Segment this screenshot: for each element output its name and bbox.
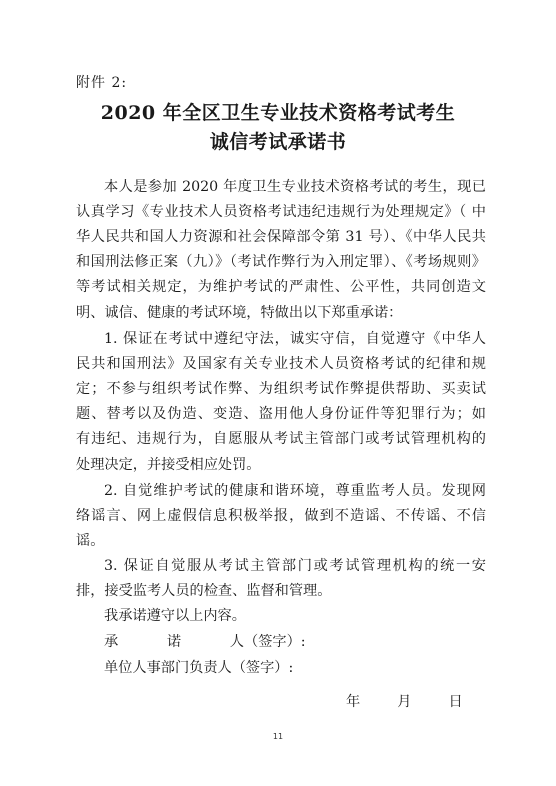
body-line: 3. 保证自觉服从考试主管部门或考试管理机构的统一安: [104, 558, 486, 574]
body-line: 排，接受监考人员的检查、监督和管理。: [76, 583, 332, 599]
body-line: 定；不参与组织考试作弊、为组织考试作弊提供帮助、买卖试: [76, 381, 486, 397]
body-line: 1. 保证在考试中遵纪守法，诚实守信，自觉遵守《中华人: [104, 331, 486, 347]
page-number: 11: [272, 732, 284, 741]
body-line: 2. 自觉维护考试的健康和谐环境，尊重监考人员。发现网: [104, 483, 486, 499]
body-line: 等考试相关规定，为维护考试的严肃性、公平性，共同创造文: [76, 279, 486, 295]
attachment-label: 附件 2:: [76, 75, 128, 91]
body-line: 题、替考以及伪造、变造、盗用他人身份证件等犯罪行为；如: [76, 406, 486, 422]
document-title-line-2: 诚信考试承诺书: [209, 131, 347, 153]
body-line: 华人民共和国人力资源和社会保障部令第 31 号）、《中华人民共: [76, 229, 486, 245]
document-title-line-1: 2020 年全区卫生专业技术资格考试考生: [100, 102, 456, 124]
body-line: 本人是参加 2020 年度卫生专业技术资格考试的考生，现已: [104, 179, 486, 195]
date-row: [346, 692, 463, 712]
promisor-signature-suffix: （签字）:: [244, 634, 306, 650]
date-day-label: 日: [448, 694, 463, 710]
body-line: 有违纪、违规行为，自愿服从考试主管部门或考试管理机构的: [76, 431, 486, 447]
body-line: 和国刑法修正案（九）》（考试作弊行为入刑定罪）、《考场规则》: [76, 254, 486, 270]
body-line: 我承诺遵守以上内容。: [104, 608, 246, 624]
body-line: 络谣言、网上虚假信息积极举报，做到不造谣、不传谣、不信: [76, 508, 486, 524]
hr-signature-row: 单位人事部门负责人（签字）:: [104, 660, 294, 676]
body-line: 处理决定，并接受相应处罚。: [76, 457, 261, 473]
body-line: 谣。: [76, 533, 105, 549]
body-line: 认真学习《专业技术人员资格考试违纪违规行为处理规定》（ 中: [76, 204, 486, 220]
promisor-signature-row: [104, 632, 306, 652]
body-line: 明、诚信、健康的考试环境，特做出以下郑重承诺：: [76, 305, 403, 321]
promisor-label: 承诺人: [104, 634, 244, 650]
date-month-label: 月: [397, 694, 412, 710]
body-line: 民共和国刑法》及国家有关专业技术人员资格考试的纪律和规: [76, 356, 486, 372]
date-year-label: 年: [346, 694, 361, 710]
